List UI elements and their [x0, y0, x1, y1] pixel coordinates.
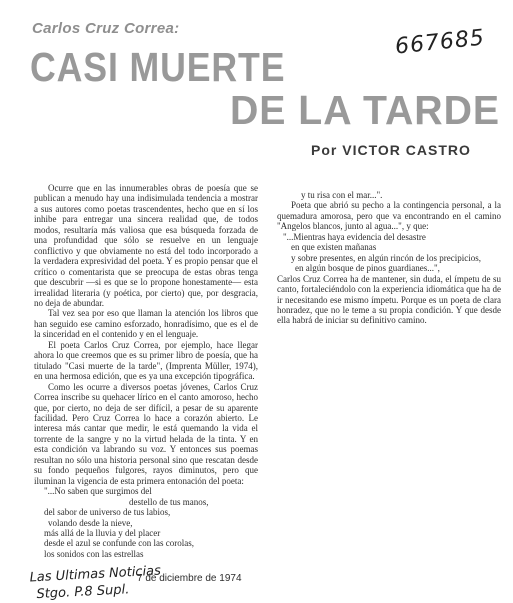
poem-line: desde el azul se confunde con las corolas, [44, 538, 194, 549]
poem-line: "...No saben que surgimos del [44, 486, 152, 497]
paragraph: El poeta Carlos Cruz Correa, por ejemplo, hace llegar ahora lo que creemos que es su primer libro de poesía, que ha titulado "Casi muerte de la tarde", (Imprenta Müller, 1974), en una hermosa edición, que es ya una excepción tipográfica. [34, 339, 258, 382]
left-column [34, 183, 258, 559]
title-line-2: DE LA TARDE [230, 87, 501, 133]
poem-line: en algún bosque de pinos guardianes...", [295, 263, 440, 274]
handwritten-source-line: Las Ultimas Noticias [29, 563, 162, 586]
poem-quote [34, 486, 258, 559]
poem-line: y sobre presentes, en algún rincón de los precipicios, [291, 252, 481, 263]
right-column [277, 190, 501, 326]
title-line-1: CASI MUERTE [30, 44, 286, 90]
byline: Por VICTOR CASTRO [311, 142, 471, 158]
publication-date: 7 de diciembre de 1974 [137, 573, 242, 584]
poem-line: "...Mientras haya evidencia del desastre [283, 231, 426, 242]
paragraph: Carlos Cruz Correa ha de mantener, sin duda, el ímpetu de su canto, fortaleciéndolo con la experiencia idiomática que ha de ir necesitando ese mismo ímpetu. Porque es un poeta de clara honradez, que no le teme a su propia condición. Y que desde ella habrá de iniciar su definitivo camino. [277, 273, 501, 326]
paragraph: Ocurre que en las innumerables obras de poesía que se publican a menudo hay una indisimulada tendencia a mostrar a sus autores como poetas trascendentes, hecho que en sí los inhibe para entregar una sincera realidad que, de todos modos, resultaría más valiosa que esa búsqueda forzada de una profundidad que sólo se resuelve en un lenguaje conflictivo y que obviamente no está del todo incorporado a la verdadera expresividad del poeta. Y es propio pensar que el crítico o comentarista que se preocupa de estas obras tenga que descubrir —si es que se lo propone honestamente— esta irrealidad literaria (y poética, por cierto) que, por desgracia, no deja de abundar. [34, 183, 258, 308]
paragraph: Como les ocurre a diversos poetas jóvenes, Carlos Cruz Correa inscribe su quehacer lírico en el canto amoroso, hecho que, por cierto, no deja de ser difícil, a pesar de su aparente facilidad. Pero Cruz Correa lo hace a corazón abierto. Le interesa más cantar que medir, le está quemando la vida el torrente de la sangre y no la virtud helada de la tinta. Y en esta condición va labrando su voz. Y entonces sus poemas resultan no sólo una historia personal sino que rescatan desde su fondo pequeños fulgores, rayos diminutos, pero que iluminan la vigencia de esta primera entonación del poeta: [34, 381, 258, 486]
poem-line: los sonidos con las estrellas [44, 548, 144, 559]
poem-line: más allá de la lluvia y del placer [44, 527, 161, 538]
author-kicker: Carlos Cruz Correa: [32, 20, 180, 37]
poem-line: en que existen mañanas [291, 242, 377, 253]
paragraph: Tal vez sea por eso que llaman la atención los libros que han seguido ese camino esforzado, honradísimo, que es el de la sinceridad en el contenido y en el lenguaje. [34, 308, 258, 340]
paragraph: Poeta que abrió su pecho a la contingencia personal, a la quemadura amorosa, pero que va encontrando en el camino "Angelos blancos, junto al agua...", y que: [277, 200, 501, 232]
poem-line: volando desde la nieve, [48, 517, 133, 528]
poem-line: destello de tus manos, [129, 496, 209, 507]
poem-quote [277, 232, 501, 274]
poem-line: y tu risa con el mar...". [301, 190, 383, 200]
handwritten-archive-number: 667685 [393, 25, 487, 60]
handwritten-source-line: Stgo. P.8 Supl. [36, 582, 130, 603]
poem-line: del sabor de universo de tus labios, [44, 507, 171, 518]
